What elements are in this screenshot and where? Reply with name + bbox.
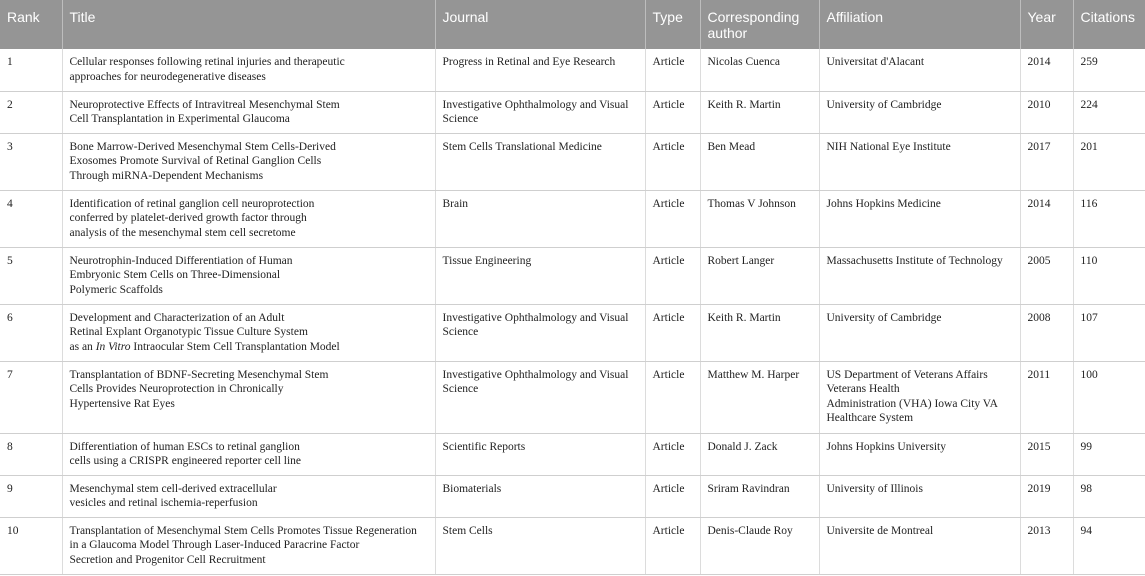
cell-journal: Investigative Ophthalmology and Visual Science <box>435 91 645 133</box>
affiliation-line: Administration (VHA) Iowa City VA <box>826 397 998 410</box>
title-text: vesicles and retinal ischemia-reperfusion <box>69 497 258 509</box>
title-text: Embryonic Stem Cells on Three-Dimensional <box>69 269 281 281</box>
cell-affiliation <box>819 304 1020 361</box>
title-line <box>70 226 428 241</box>
header-title: Title <box>62 0 435 49</box>
title-line <box>70 496 428 511</box>
cell-corresponding-author: Ben Mead <box>700 133 819 190</box>
cell-corresponding-author: Sriram Ravindran <box>700 475 819 517</box>
cell-year: 2015 <box>1020 433 1073 475</box>
cell-title <box>62 190 435 247</box>
table-row <box>0 475 1145 517</box>
title-text: analysis of the mesenchymal stem cell secretome <box>69 226 296 239</box>
title-text: Cellular responses following retinal injuries and therapeutic <box>69 56 345 68</box>
title-line <box>70 553 428 568</box>
title-text: Neurotrophin-Induced Differentiation of Human <box>69 254 293 267</box>
title-line <box>70 397 428 412</box>
cell-title <box>62 91 435 133</box>
cell-citations: 116 <box>1073 190 1145 247</box>
cell-type: Article <box>645 91 700 133</box>
cell-type: Article <box>645 247 700 304</box>
cell-citations: 110 <box>1073 247 1145 304</box>
title-text: cells using a CRISPR engineered reporter cell line <box>69 455 302 467</box>
title-line <box>70 325 428 340</box>
affiliation-line: NIH National Eye Institute <box>826 140 951 153</box>
title-text: Retinal Explant Organotypic Tissue Culture System <box>69 326 308 338</box>
affiliation-line: University of Illinois <box>826 482 923 495</box>
title-text: In Vitro <box>95 340 131 353</box>
cell-journal: Brain <box>435 190 645 247</box>
cell-type: Article <box>645 433 700 475</box>
title-line <box>70 482 428 497</box>
cell-affiliation <box>819 361 1020 433</box>
cell-year: 2017 <box>1020 133 1073 190</box>
cell-corresponding-author: Thomas V Johnson <box>700 190 819 247</box>
cell-citations: 107 <box>1073 304 1145 361</box>
table-row <box>0 433 1145 475</box>
title-line <box>70 454 428 469</box>
cell-title <box>62 304 435 361</box>
cell-rank: 5 <box>0 247 62 304</box>
affiliation-line: Healthcare System <box>826 412 914 424</box>
table-row <box>0 91 1145 133</box>
title-text: Transplantation of BDNF-Secreting Mesenchymal Stem <box>69 368 329 381</box>
cell-rank: 7 <box>0 361 62 433</box>
title-text: in a Glaucoma Model Through Laser-Induced Paracrine Factor <box>69 539 360 551</box>
header-row <box>0 0 1145 49</box>
cell-citations: 100 <box>1073 361 1145 433</box>
cell-rank: 3 <box>0 133 62 190</box>
title-line <box>70 368 428 383</box>
cell-corresponding-author: Keith R. Martin <box>700 91 819 133</box>
cell-type: Article <box>645 517 700 574</box>
cell-corresponding-author: Keith R. Martin <box>700 304 819 361</box>
title-line <box>70 254 428 269</box>
cell-affiliation <box>819 49 1020 91</box>
cell-year: 2011 <box>1020 361 1073 433</box>
title-line <box>70 140 428 155</box>
cell-rank: 9 <box>0 475 62 517</box>
cell-journal: Stem Cells <box>435 517 645 574</box>
title-line <box>70 311 428 326</box>
affiliation-line: Universitat d'Alacant <box>826 56 925 68</box>
cell-type: Article <box>645 133 700 190</box>
cell-affiliation <box>819 475 1020 517</box>
header-journal: Journal <box>435 0 645 49</box>
header-citations: Citations <box>1073 0 1145 49</box>
cell-citations: 224 <box>1073 91 1145 133</box>
cell-year: 2005 <box>1020 247 1073 304</box>
title-line <box>70 55 428 70</box>
title-line <box>70 169 428 184</box>
cell-type: Article <box>645 361 700 433</box>
title-text: Polymeric Scaffolds <box>69 283 163 296</box>
cell-corresponding-author: Matthew M. Harper <box>700 361 819 433</box>
cell-title <box>62 361 435 433</box>
cell-title <box>62 433 435 475</box>
title-line <box>70 98 428 113</box>
cell-rank: 10 <box>0 517 62 574</box>
title-line <box>70 154 428 169</box>
table-body <box>0 49 1145 574</box>
cell-affiliation <box>819 247 1020 304</box>
cell-rank: 2 <box>0 91 62 133</box>
header-year: Year <box>1020 0 1073 49</box>
title-text: Mesenchymal stem cell-derived extracellular <box>69 482 277 495</box>
title-line <box>70 538 428 553</box>
cell-year: 2014 <box>1020 190 1073 247</box>
title-text: Differentiation of human ESCs to retinal ganglion <box>69 440 300 453</box>
cell-title <box>62 475 435 517</box>
affiliation-line: Johns Hopkins Medicine <box>826 197 941 210</box>
cell-year: 2010 <box>1020 91 1073 133</box>
header-corresponding-author: Corresponding author <box>700 0 819 49</box>
title-text: Cells Provides Neuroprotection in Chronically <box>69 383 284 395</box>
header-type: Type <box>645 0 700 49</box>
title-text: Development and Characterization of an Adult <box>69 311 285 324</box>
title-text: Cell Transplantation in Experimental Glaucoma <box>69 113 290 125</box>
title-line <box>70 440 428 455</box>
affiliation-line: Massachusetts Institute of Technology <box>826 254 1003 267</box>
cell-citations: 259 <box>1073 49 1145 91</box>
title-text: Identification of retinal ganglion cell neuroprotection <box>69 197 315 210</box>
affiliation-line: University of Cambridge <box>826 98 942 111</box>
title-text: Hypertensive Rat Eyes <box>69 397 175 410</box>
affiliation-line: Veterans Health <box>826 383 900 395</box>
affiliation-line: Johns Hopkins University <box>826 440 946 453</box>
title-text: approaches for neurodegenerative diseases <box>69 70 266 83</box>
cell-journal: Tissue Engineering <box>435 247 645 304</box>
cell-year: 2019 <box>1020 475 1073 517</box>
cell-year: 2014 <box>1020 49 1073 91</box>
title-text: Through miRNA-Dependent Mechanisms <box>69 169 264 182</box>
title-line <box>70 112 428 127</box>
title-text: Intraocular Stem Cell Transplantation Model <box>130 340 340 353</box>
cell-journal: Biomaterials <box>435 475 645 517</box>
affiliation-line: Universite de Montreal <box>826 524 934 537</box>
header-rank: Rank <box>0 0 62 49</box>
table-row <box>0 133 1145 190</box>
title-line <box>70 211 428 226</box>
table-row <box>0 247 1145 304</box>
cell-journal: Investigative Ophthalmology and Visual Science <box>435 361 645 433</box>
title-line <box>70 382 428 397</box>
cell-citations: 99 <box>1073 433 1145 475</box>
cell-corresponding-author: Nicolas Cuenca <box>700 49 819 91</box>
cell-year: 2008 <box>1020 304 1073 361</box>
title-line <box>70 197 428 212</box>
cell-rank: 1 <box>0 49 62 91</box>
cell-year: 2013 <box>1020 517 1073 574</box>
title-text: Neuroprotective Effects of Intravitreal Mesenchymal Stem <box>69 98 340 111</box>
cell-journal: Stem Cells Translational Medicine <box>435 133 645 190</box>
cell-affiliation <box>819 190 1020 247</box>
cell-rank: 6 <box>0 304 62 361</box>
cell-citations: 98 <box>1073 475 1145 517</box>
cell-title <box>62 517 435 574</box>
title-line <box>70 268 428 283</box>
title-line <box>70 340 428 355</box>
affiliation-line: US Department of Veterans Affairs <box>826 368 988 381</box>
cell-citations: 201 <box>1073 133 1145 190</box>
cell-title <box>62 49 435 91</box>
title-text: conferred by platelet-derived growth factor through <box>69 212 307 224</box>
cell-type: Article <box>645 49 700 91</box>
title-text: as an <box>69 340 96 353</box>
cell-type: Article <box>645 304 700 361</box>
title-text: Exosomes Promote Survival of Retinal Ganglion Cells <box>69 155 322 167</box>
cell-affiliation <box>819 91 1020 133</box>
title-text: Secretion and Progenitor Cell Recruitment <box>69 553 266 566</box>
cell-type: Article <box>645 190 700 247</box>
table-row <box>0 361 1145 433</box>
title-line <box>70 70 428 85</box>
affiliation-line: University of Cambridge <box>826 311 942 324</box>
table-row <box>0 304 1145 361</box>
cell-corresponding-author: Donald J. Zack <box>700 433 819 475</box>
cell-title <box>62 133 435 190</box>
cell-corresponding-author: Denis-Claude Roy <box>700 517 819 574</box>
cell-journal: Scientific Reports <box>435 433 645 475</box>
title-line <box>70 524 428 539</box>
table-row <box>0 190 1145 247</box>
cell-journal: Investigative Ophthalmology and Visual Science <box>435 304 645 361</box>
cell-citations: 94 <box>1073 517 1145 574</box>
cell-rank: 4 <box>0 190 62 247</box>
cell-affiliation <box>819 433 1020 475</box>
table-row <box>0 49 1145 91</box>
title-text: Transplantation of Mesenchymal Stem Cells Promotes Tissue Regeneration <box>69 524 417 537</box>
cell-affiliation <box>819 517 1020 574</box>
cell-affiliation <box>819 133 1020 190</box>
table-row <box>0 517 1145 574</box>
cell-journal: Progress in Retinal and Eye Research <box>435 49 645 91</box>
cell-type: Article <box>645 475 700 517</box>
cell-title <box>62 247 435 304</box>
title-line <box>70 283 428 298</box>
cell-rank: 8 <box>0 433 62 475</box>
title-text: Bone Marrow-Derived Mesenchymal Stem Cells-Derived <box>69 140 336 153</box>
header-affiliation: Affiliation <box>819 0 1020 49</box>
cell-corresponding-author: Robert Langer <box>700 247 819 304</box>
